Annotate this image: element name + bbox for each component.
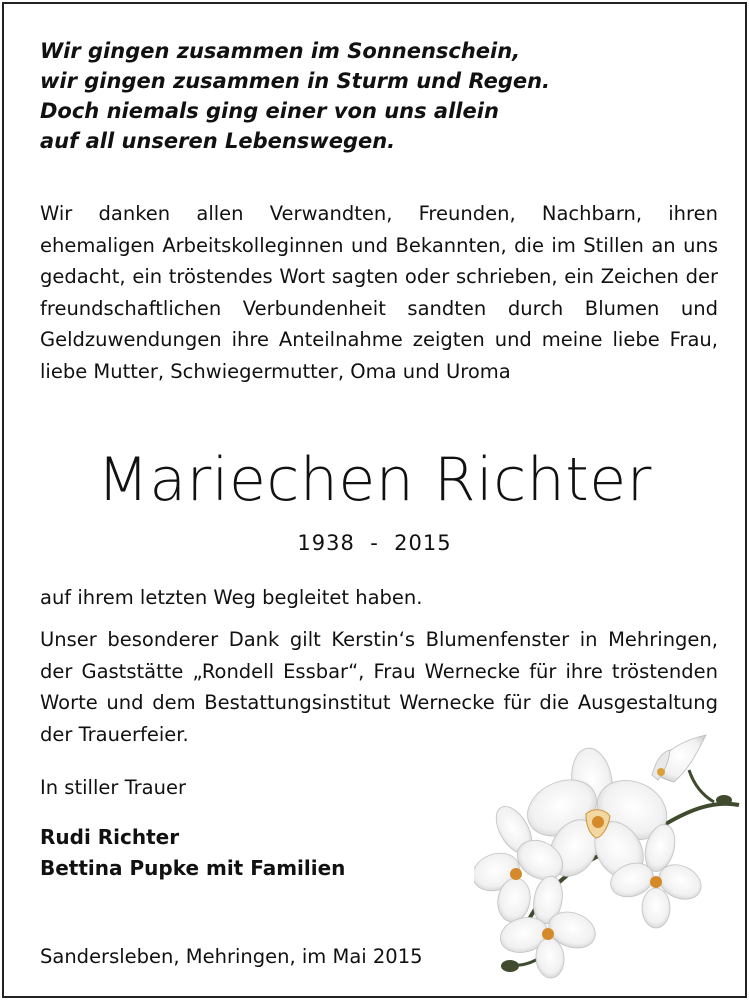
signature-name: Rudi Richter [40,825,180,849]
special-thanks-paragraph: Unser besonderer Dank gilt Kerstin‘s Blumenfenster in Mehringen, der Gaststätte „Rondell Essbar“, Frau Wernecke für ihre tröstenden Worte und dem Bestattungsinstitut Wernecke für die Ausgestaltung der Trauerfeier. [40,628,718,746]
place-date: Sandersleben, Mehringen, im Mai 2015 [40,945,423,968]
last-way-text: auf ihrem letzten Weg begleitet haben. [40,586,423,609]
obituary-notice [2,2,747,998]
poem-line: Wir gingen zusammen im Sonnenschein, [40,39,521,63]
poem-line: wir gingen zusammen in Sturm und Regen. [40,69,551,93]
poem-line: auf all unseren Lebenswegen. [40,129,396,153]
orchid-bud [652,735,706,782]
poem-line: Doch niemals ging einer von uns allein [40,99,499,123]
thanks-paragraph: Wir danken allen Verwandten, Freunden, Nachbarn, ihren ehemaligen Arbeitskolleginnen und Bekannten, die im Stillen an uns gedacht, ein tröstendes Wort sagten oder schrieben, ein Zeichen der freundschaftlichen Verbundenheit sandten durch Blumen und Geldzuwendungen ihre Anteilnahme zeigten und meine liebe Frau, liebe Mutter, Schwiegermutter, Oma und Uroma [40,202,718,383]
orchid-icon [474,730,744,996]
mourning-line: In stiller Trauer [40,776,186,799]
life-years: 1938 - 2015 [297,531,452,555]
signature-name: Bettina Pupke mit Familien [40,856,346,880]
poem [40,36,720,156]
deceased-name: Mariechen Richter [97,445,652,515]
